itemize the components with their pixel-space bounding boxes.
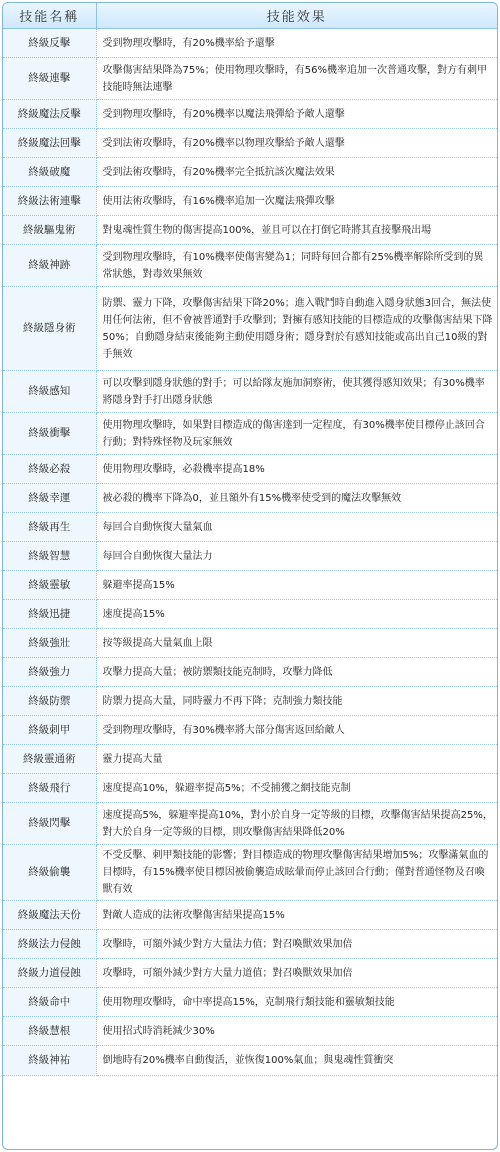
skill-name: 終級再生	[3, 513, 96, 542]
skill-name: 終級靈通術	[3, 745, 96, 774]
table-row	[3, 129, 497, 158]
skill-name: 終級必殺	[3, 455, 96, 484]
skill-effect: 可以攻擊到隱身狀態的對手；可以給隊友施加洞察術，使其獲得感知效果；有30%機率將隱身對手打出隱身狀態	[96, 371, 497, 413]
skill-effect: 每回合自動恢復大量法力	[96, 542, 497, 571]
table-row	[3, 100, 497, 129]
table-row	[3, 287, 497, 371]
table-row	[3, 988, 497, 1017]
skill-effect: 使用招式時消耗減少30%	[96, 1017, 497, 1046]
skill-effect: 倒地時有20%機率自動復活，並恢復100%氣血；與鬼魂性質衝突	[96, 1046, 497, 1076]
skill-name: 終級破魔	[3, 158, 96, 187]
skill-name: 終級慧根	[3, 1017, 96, 1046]
skill-name: 終級感知	[3, 371, 96, 413]
table-row	[3, 413, 497, 455]
skill-effect: 躲避率提高15%	[96, 571, 497, 600]
skill-name: 終級連擊	[3, 58, 96, 100]
skill-name: 終級防禦	[3, 687, 96, 716]
skill-effect: 每回合自動恢復大量氣血	[96, 513, 497, 542]
skill-effect: 受到物理攻擊時，有20%機率以魔法飛彈給予敵人還擊	[96, 100, 497, 129]
table-row	[3, 371, 497, 413]
skill-name: 終級智慧	[3, 542, 96, 571]
skill-name: 終級衝擊	[3, 413, 96, 455]
skill-name: 終級反擊	[3, 29, 96, 58]
skill-effect: 防禦、靈力下降，攻擊傷害結果下降20%；進入戰鬥時自動進入隱身狀態3回合，無法使用任何法術，但不會被普通對手攻擊到；對擁有感知技能的目標造成的攻擊傷害結果下降50%；自動隱身結束後能夠主動使用隱身術；隱身對於有感知技能或高出自己10級的對手無效	[96, 287, 497, 371]
skill-name: 終級幸運	[3, 484, 96, 513]
skill-effect: 按等級提高大量氣血上限	[96, 629, 497, 658]
skill-effect: 靈力提高大量	[96, 745, 497, 774]
skill-table-body	[3, 29, 497, 1076]
table-header-row	[3, 3, 497, 29]
table-row	[3, 158, 497, 187]
skill-effect: 受到物理攻擊時，有20%機率給予還擊	[96, 29, 497, 58]
skill-name: 終級法術連擊	[3, 187, 96, 216]
table-row	[3, 930, 497, 959]
table-row	[3, 600, 497, 629]
skill-effect: 受到物理攻擊時，有10%機率使傷害變為1；同時每回合都有25%機率解除所受到的異常狀態，對毒效果無效	[96, 245, 497, 287]
skill-name: 終級靈敏	[3, 571, 96, 600]
skill-name: 終級強壯	[3, 629, 96, 658]
skill-effect: 使用物理攻擊時，如果對目標造成的傷害達到一定程度，有30%機率使目標停止該回合行動；對特殊怪物及玩家無效	[96, 413, 497, 455]
table-row	[3, 1046, 497, 1076]
table-row	[3, 29, 497, 58]
skill-table-panel	[2, 2, 498, 1150]
skill-effect: 攻擊傷害結果降為75%；使用物理攻擊時，有56%機率追加一次普通攻擊，對方有刺甲技能時無法連擊	[96, 58, 497, 100]
skill-table	[3, 3, 497, 1076]
table-row	[3, 455, 497, 484]
column-header-effect: 技能效果	[96, 3, 497, 29]
skill-effect: 使用物理攻擊時，命中率提高15%，克制飛行類技能和靈敏類技能	[96, 988, 497, 1017]
skill-effect: 攻擊時，可額外減少對方大量法力值；對召喚獸效果加倍	[96, 930, 497, 959]
skill-effect: 防禦力提高大量，同時靈力不再下降；克制強力類技能	[96, 687, 497, 716]
table-row	[3, 803, 497, 845]
table-row	[3, 901, 497, 930]
skill-effect: 受到法術攻擊時，有20%機率完全抵抗該次魔法效果	[96, 158, 497, 187]
skill-name: 終級驅鬼術	[3, 216, 96, 245]
table-row	[3, 245, 497, 287]
skill-name: 終級法力侵蝕	[3, 930, 96, 959]
skill-name: 終級神跡	[3, 245, 96, 287]
table-row	[3, 542, 497, 571]
skill-effect: 對鬼魂性質生物的傷害提高100%，並且可以在打倒它時將其直接擊飛出場	[96, 216, 497, 245]
skill-effect: 受到法術攻擊時，有20%機率以物理攻擊給予敵人還擊	[96, 129, 497, 158]
skill-effect: 受到物理攻擊時，有30%機率將大部分傷害返回給敵人	[96, 716, 497, 745]
table-row	[3, 716, 497, 745]
skill-effect: 不受反擊、刺甲類技能的影響；對目標造成的物理攻擊傷害結果增加5%；攻擊滿氣血的目標時，有15%機率使目標因被偷襲造成眩暈而停止該回合行動；僅對普通怪物及召喚獸有效	[96, 845, 497, 901]
skill-name: 終級力道侵蝕	[3, 959, 96, 988]
table-row	[3, 513, 497, 542]
column-header-name: 技能名稱	[3, 3, 96, 29]
skill-name: 終級隱身術	[3, 287, 96, 371]
skill-name: 終級魔法反擊	[3, 100, 96, 129]
skill-name: 終級閃擊	[3, 803, 96, 845]
table-row	[3, 484, 497, 513]
skill-name: 終級刺甲	[3, 716, 96, 745]
table-row	[3, 687, 497, 716]
skill-effect: 速度提高5%，躲避率提高10%，對小於自身一定等級的目標，攻擊傷害結果提高25%，對大於自身一定等級的目標，則攻擊傷害結果降低20%	[96, 803, 497, 845]
skill-name: 終級命中	[3, 988, 96, 1017]
skill-effect: 對敵人造成的法術攻擊傷害結果提高15%	[96, 901, 497, 930]
skill-effect: 速度提高10%，躲避率提高5%；不受捕獲之網技能克制	[96, 774, 497, 803]
skill-effect: 攻擊時，可額外減少對方大量力道值；對召喚獸效果加倍	[96, 959, 497, 988]
skill-name: 終級迅捷	[3, 600, 96, 629]
table-row	[3, 629, 497, 658]
skill-name: 終級魔法回擊	[3, 129, 96, 158]
table-row	[3, 1017, 497, 1046]
skill-name: 終級偷襲	[3, 845, 96, 901]
table-row	[3, 845, 497, 901]
table-row	[3, 58, 497, 100]
table-row	[3, 774, 497, 803]
skill-name: 終級飛行	[3, 774, 96, 803]
table-row	[3, 571, 497, 600]
table-row	[3, 959, 497, 988]
skill-effect: 速度提高15%	[96, 600, 497, 629]
skill-effect: 攻擊力提高大量；被防禦類技能克制時，攻擊力降低	[96, 658, 497, 687]
table-row	[3, 745, 497, 774]
skill-effect: 使用物理攻擊時，必殺機率提高18%	[96, 455, 497, 484]
skill-name: 終級強力	[3, 658, 96, 687]
skill-effect: 被必殺的機率下降為0，並且額外有15%機率使受到的魔法攻擊無效	[96, 484, 497, 513]
skill-name: 終級神祐	[3, 1046, 96, 1076]
skill-effect: 使用法術攻擊時，有16%機率追加一次魔法飛彈攻擊	[96, 187, 497, 216]
table-row	[3, 658, 497, 687]
skill-name: 終級魔法天份	[3, 901, 96, 930]
table-row	[3, 216, 497, 245]
table-row	[3, 187, 497, 216]
